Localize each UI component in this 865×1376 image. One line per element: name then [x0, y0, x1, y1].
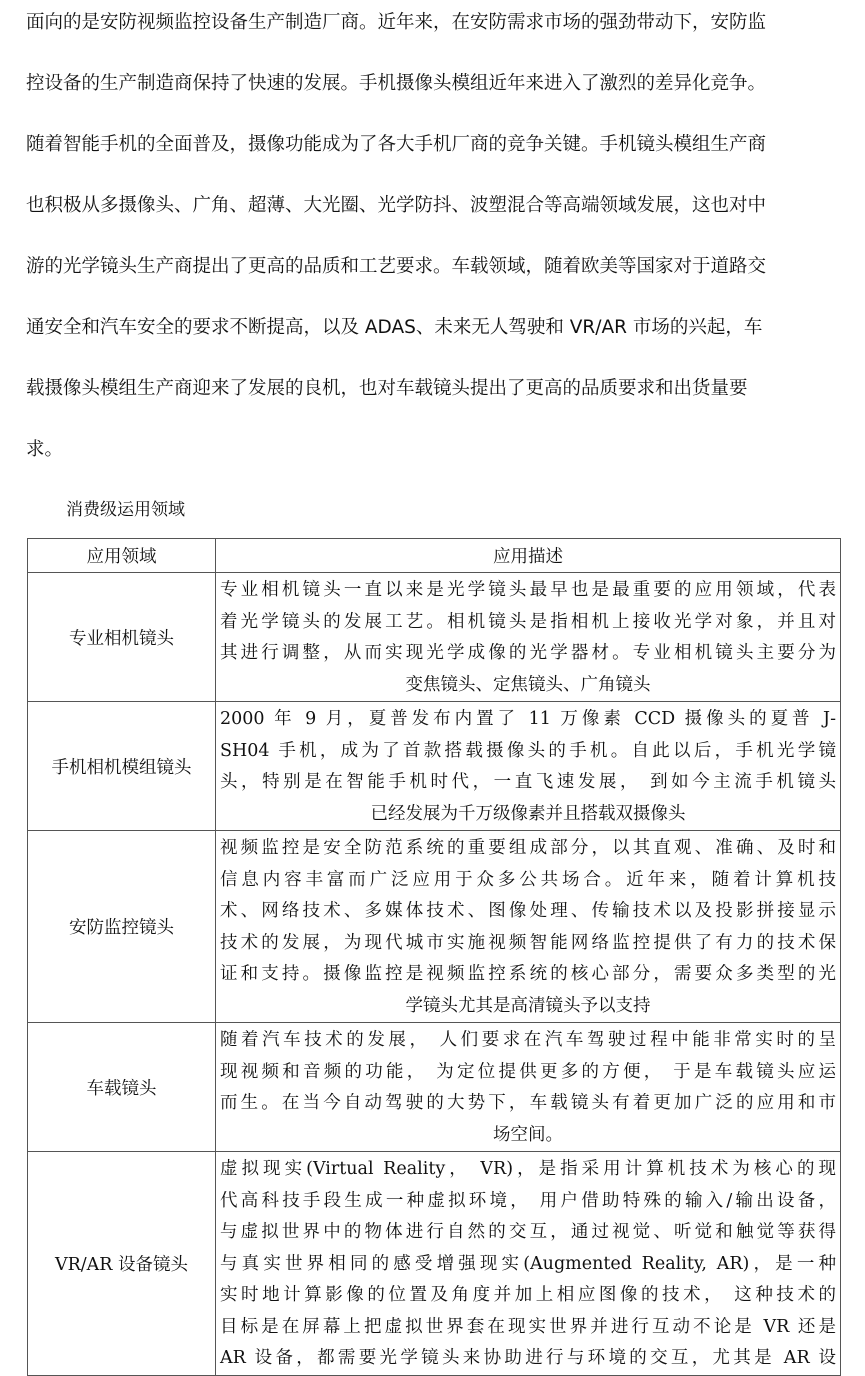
description-line: 学镜头尤其是高清镜头予以支持: [405, 995, 651, 1016]
description-line: 着光学镜头的发展工艺。相机镜头是指相机上接收光学对象，并且对: [220, 611, 836, 632]
description-line: 证和支持。摄像监控是视频监控系统的核心部分，需要众多类型的光: [220, 964, 836, 984]
row-domain: 手机相机模组镜头: [28, 702, 216, 831]
description-line: 现视频和音频的功能， 为定位提供更多的方便， 于是车载镜头应运: [220, 1061, 836, 1082]
intro-paragraph: [26, 0, 841, 488]
description-line: AR 设备，都需要光学镜头来协助进行与环境的交互，尤其是 AR 设: [220, 1348, 836, 1368]
table-row: [28, 702, 841, 831]
description-line: 与真实世界相同的感受增强现实(Augmented Reality, AR)，是一种: [220, 1253, 836, 1274]
intro-line: 求。: [26, 439, 64, 460]
table-row: [28, 1023, 841, 1152]
section-title: 消费级运用领域: [66, 500, 185, 520]
row-description: [216, 573, 841, 702]
header-domain: 应用领域: [28, 539, 216, 573]
description-line: SH04 手机，成为了首款搭载摄像头的手机。自此以后，手机光学镜: [220, 740, 836, 761]
header-description: 应用描述: [216, 539, 841, 573]
description-line: 信息内容丰富而广泛应用于众多公共场合。近年来，随着计算机技: [220, 869, 836, 890]
description-line: 术、网络技术、多媒体技术、图像处理、传输技术以及投影拼接显示: [220, 901, 836, 921]
table-row: [28, 573, 841, 702]
row-description: [216, 831, 841, 1023]
row-description: [216, 702, 841, 831]
row-domain: 车载镜头: [28, 1023, 216, 1152]
intro-line: 控设备的生产制造商保持了快速的发展。手机摄像头模组近年来进入了激烈的差异化竞争。: [26, 73, 767, 94]
description-line: 头，特别是在智能手机时代，一直飞速发展， 到如今主流手机镜头: [220, 772, 836, 792]
intro-line: 通安全和汽车安全的要求不断提高，以及 ADAS、未来无人驾驶和 VR/AR 市场的兴起，车: [26, 317, 763, 338]
description-line: 场空间。: [493, 1124, 563, 1145]
description-line: 与虚拟世界中的物体进行自然的交互，通过视觉、听觉和触觉等获得: [220, 1222, 836, 1242]
row-domain: 安防监控镜头: [28, 831, 216, 1023]
intro-line: 面向的是安防视频监控设备生产制造厂商。近年来，在安防需求市场的强劲带动下，安防监: [26, 12, 767, 33]
table-row: [28, 1152, 841, 1376]
row-domain: VR/AR 设备镜头: [28, 1152, 216, 1376]
row-description: [216, 1023, 841, 1152]
description-line: 已经发展为千万级像素并且搭载双摄像头: [370, 803, 686, 824]
row-domain: 专业相机镜头: [28, 573, 216, 702]
description-line: 专业相机镜头一直以来是光学镜头最早也是最重要的应用领域，代表: [220, 580, 836, 600]
table-header-row: [28, 539, 841, 573]
description-line: 视频监控是安全防范系统的重要组成部分，以其直观、准确、及时和: [220, 838, 836, 858]
description-line: 目标是在屏幕上把虚拟世界套在现实世界并进行互动不论是 VR 还是: [220, 1316, 836, 1337]
description-line: 而生。在当今自动驾驶的大势下，车载镜头有着更加广泛的应用和市: [220, 1093, 836, 1113]
intro-line: 载摄像头模组生产商迎来了发展的良机，也对车载镜头提出了更高的品质要求和出货量要: [26, 378, 748, 399]
description-line: 其进行调整，从而实现光学成像的光学器材。专业相机镜头主要分为: [220, 643, 836, 663]
description-line: 2000 年 9 月，夏普发布内置了 11 万像素 CCD 摄像头的夏普 J-: [220, 709, 836, 729]
description-line: 技术的发展，为现代城市实施视频智能网络监控提供了有力的技术保: [220, 932, 836, 953]
description-line: 虚拟现实(Virtual Reality， VR)，是指采用计算机技术为核心的现: [220, 1159, 836, 1179]
description-line: 代高科技手段生成一种虚拟环境， 用户借助特殊的输入/输出设备，: [220, 1190, 836, 1211]
description-line: 随着汽车技术的发展， 人们要求在汽车驾驶过程中能非常实时的呈: [220, 1030, 836, 1050]
application-table: [27, 538, 841, 1376]
row-description: [216, 1152, 841, 1376]
description-line: 变焦镜头、定焦镜头、广角镜头: [405, 674, 651, 695]
table-row: [28, 831, 841, 1023]
intro-line: 随着智能手机的全面普及，摄像功能成为了各大手机厂商的竞争关键。手机镜头模组生产商: [26, 134, 767, 155]
intro-line: 游的光学镜头生产商提出了更高的品质和工艺要求。车载领域，随着欧美等国家对于道路交: [26, 256, 767, 277]
intro-line: 也积极从多摄像头、广角、超薄、大光圈、光学防抖、波塑混合等高端领域发展，这也对中: [26, 195, 767, 216]
description-line: 实时地计算影像的位置及角度并加上相应图像的技术， 这种技术的: [220, 1285, 836, 1305]
